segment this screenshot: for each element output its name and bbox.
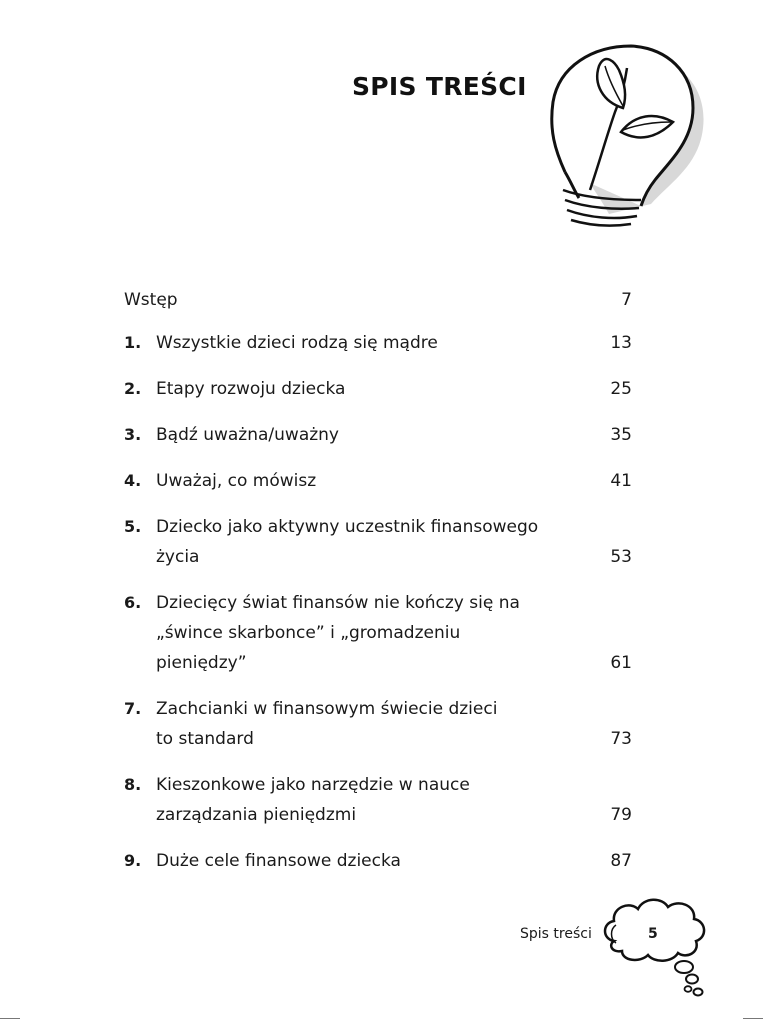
toc-entry-page: 35: [610, 425, 632, 445]
page-title: SPIS TREŚCI: [352, 72, 527, 101]
toc-entry-1[interactable]: [124, 328, 632, 358]
toc-entry-page: 61: [610, 653, 632, 673]
toc-entry-title: Wstęp: [124, 290, 178, 310]
toc-entry-number: 9.: [124, 851, 142, 870]
toc-entry-4[interactable]: [124, 466, 632, 496]
toc-entry-page: 13: [610, 333, 632, 353]
toc-entry-7[interactable]: [124, 694, 632, 754]
toc-entry-number: 4.: [124, 471, 142, 490]
page-number: 5: [648, 926, 658, 942]
toc-entry-title: Dziecięcy świat finansów nie kończy się na „śwince skarbonce” i „gromadzeniu pieniędzy”: [156, 593, 520, 673]
toc-entry-title: Bądź uważna/uważny: [156, 425, 339, 445]
toc-entry-number: 3.: [124, 425, 142, 444]
toc-entry-title: Duże cele finansowe dziecka: [156, 851, 401, 871]
toc-entry-number: 6.: [124, 593, 142, 612]
crop-mark-left: [0, 1018, 20, 1019]
toc-entry-page: 7: [621, 290, 632, 310]
toc-entry-number: 1.: [124, 333, 142, 352]
toc-entry-number: 7.: [124, 699, 142, 718]
toc-entry-title: Kieszonkowe jako narzędzie w nauce zarządzania pieniędzmi: [156, 775, 470, 825]
toc-entry-title: Etapy rozwoju dziecka: [156, 379, 346, 399]
toc-entry-number: 2.: [124, 379, 142, 398]
toc-entry-2[interactable]: [124, 374, 632, 404]
toc-entry-page: 41: [610, 471, 632, 491]
toc-entry-number: 5.: [124, 517, 142, 536]
toc-entry-page: 25: [610, 379, 632, 399]
toc-entry-title: Zachcianki w finansowym świecie dzieci to standard: [156, 699, 498, 749]
toc-entry-page: 79: [610, 805, 632, 825]
table-of-contents: [124, 285, 632, 892]
toc-entry-page: 73: [610, 729, 632, 749]
toc-entry-3[interactable]: [124, 420, 632, 450]
crop-mark-right: [743, 1018, 763, 1019]
toc-entry-intro[interactable]: [124, 285, 632, 315]
toc-entry-6[interactable]: [124, 588, 632, 678]
toc-entry-title: Dziecko jako aktywny uczestnik finansowego życia: [156, 517, 539, 567]
running-footer-section: Spis treści: [520, 926, 592, 942]
lightbulb-with-sprout-icon: [545, 40, 705, 230]
toc-entry-9[interactable]: [124, 846, 632, 876]
toc-entry-title: Uważaj, co mówisz: [156, 471, 317, 491]
toc-entry-title: Wszystkie dzieci rodzą się mądre: [156, 333, 438, 353]
toc-entry-page: 53: [610, 547, 632, 567]
toc-entry-8[interactable]: [124, 770, 632, 830]
toc-entry-5[interactable]: [124, 512, 632, 572]
thought-cloud-icon: [600, 893, 710, 1003]
toc-entry-number: 8.: [124, 775, 142, 794]
toc-entry-page: 87: [610, 851, 632, 871]
